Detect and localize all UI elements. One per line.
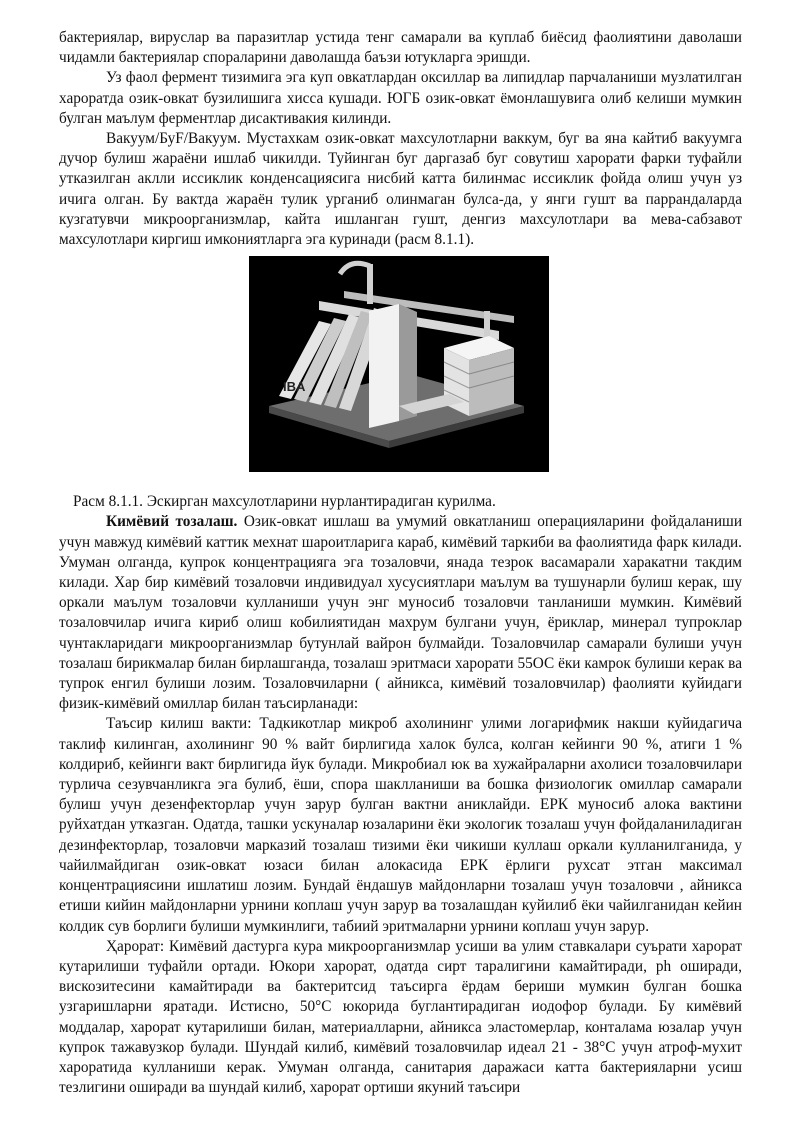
paragraph-enzymes: Уз фаол фермент тизимига эга куп овкатлардан оксиллар ва липидлар парчаланиши музлатилган хароратда озик-овкат бузилишига хисса кушади. ЮГБ озик-овкат ёмонлашувига олиб келиши мумкин булган маълум ферментлар дисактивакия килинди. [59, 69, 742, 127]
paragraph-exposure-time: Таъсир килиш вакти: Тадкикотлар микроб ахолининг улими логарифмик накши куйидагича таклиф килинган, ахолининг 90 % вайт бирлигида халок булса, колган кейинги 90 %, атиги 1 % колдириб, кейинги вакт бирлигида йук булади. Микробиал юк ва хужайраларни ахолиси тозаловчилари турлича сезувчанликга эга булиб, ёши, спора шаклланиши ва бошка физиологик омиллар самарали булиш учун дезенфекторлар учун зарур булган вактни аниклайди. ЕРК муносиб алока вактини руйхатдан утказган. Одатда, ташки ускуналар юзаларини ёки экологик тозалаш учун фойдаланиладиган дезинфекторлар, тозаловчи марказий тозалаш тизими ёки чикиши куллаш оркали кулланилганида, у чайилмайдиган озик-овкат юзаси билан алокасида ЕРК ёрлиги рухсат этган максимал концентрациясини ишлатиш лозим. Бундай ёндашув майдонларни тозалаш учун тозаловчи , айникса етиши кийин майдонларни урнини коплаш учун зарур ва тозалашдан куйилиб ёки чайилганидан кейин колдик сув борлиги булиши мумкинлиги, табиий эритмаларни урнини коплаш учун зарур. [59, 715, 742, 935]
irradiation-device-figure [249, 256, 549, 472]
document-page [59, 28, 742, 1098]
paragraph-temperature: Ҳарорат: Кимёвий дастурга кура микроорганизмлар усиши ва улим ставкалари суърати харорат кутарилиши туфайли ортади. Юкори харорат, одатда сирт таралигини камайтиради, ph оширади, вискозитесини камайтиради ва бактеритсид таъсирга ёрдам бериши мумкин булган бошка узгаришларни яратади. Истисно, 50°С юкорида буглантирадиган иодофор булади. Бу кимёвий моддалар, харорат кутарилиши билан, материалларни, айникса эластомерлар, конталама юзалар учун купрок тажавузкор булади. Шундай килиб, кимёвий тозаловчилар идеал 21 - 38°С учун атроф-мухит хароратида кулланиши керак. Умуман олганда, санитария даражаси катта бактерияларни усиш тезлигини оширади ва шундай килиб, харорат ортиши якуний таъсири [59, 937, 742, 1097]
figure-caption: Расм 8.1.1. Эскирган махсулотларини нурлантирадиган курилма. [73, 493, 496, 511]
paragraph-chemical-cleaning-text: Озик-овкат ишлаш ва умумий овкатланиш операцияларини фойдаланиши учун мавжуд кимёвий каттик мехнат шароитларига караб, кимёвий таркиби ва фаолиятида фарк килади. Умуман олганда, купрок концентрацияга эга тозаловчи, янада тезрок васамарали харакатни такдим килади. Хар бир кимёвий тозаловчи индивидуал хусусиятлари маълум ва тушунарли булиш керак, шу оркали маълум тозаловчи кулланиши учун энг муносиб тозаловчи танланиши мумкин. Кимёвий тозаловчилар ичига кириб олиш кобилиятидан махрум булгани учун, ёриклар, минерал тупроклар чунтакларидаги микроорганизмлар бутунлай вайрон булмайди. Тозаловчилар самарали булиши учун тозалаш бирикмалар билан бирлашганда, тозалаш эритмаси харорати 55ОС ёки камрок булиши керак ва тупрок енгил булиши лозим. Тозаловчиларни ( айникса, кимёвий тозаловчилар) фаолияти куйидаги физик-кимёвий омиллар билан таъсирланади: [59, 513, 743, 713]
paragraph-intro-continuation: бактериялар, вируслар ва паразитлар устида тенг самарали ва куплаб биёсид фаолиятини даволаши чидамли бактериялар спораларини даволашда баъзи ютукларга эришди. [59, 29, 742, 67]
section-heading-chemical-cleaning: Кимёвий тозалаш. [106, 513, 238, 531]
irradiation-device-illustration [249, 256, 549, 472]
paragraph-vacuum-steam: Вакуум/БуF/Вакуум. Мустахкам озик-овкат махсулотларни ваккум, буг ва яна кайтиб вакуумга дучор булиш жараёни ишлаб чикилди. Туйинган буг даргазаб буг совутиш харорати фарки туфайли утказилган аклли иссиклик конденсациясига нисбий катта билинмас иссиклик фойда олиш учун уз ичига олган. Бу вактда жараён тулик урганиб олинмаган булса-да, у янги гушт ва паррандаларда кузгатувчи микроорганизмлар, кайта ишланган гушт, денгиз махсулотлари ва мева-сабзавот махсулотлари киргиш имкониятларга эга куринади (расм 8.1.1). [59, 130, 742, 249]
paragraph-chemical-cleaning [59, 512, 742, 714]
iba-logo: IBA [283, 379, 306, 395]
